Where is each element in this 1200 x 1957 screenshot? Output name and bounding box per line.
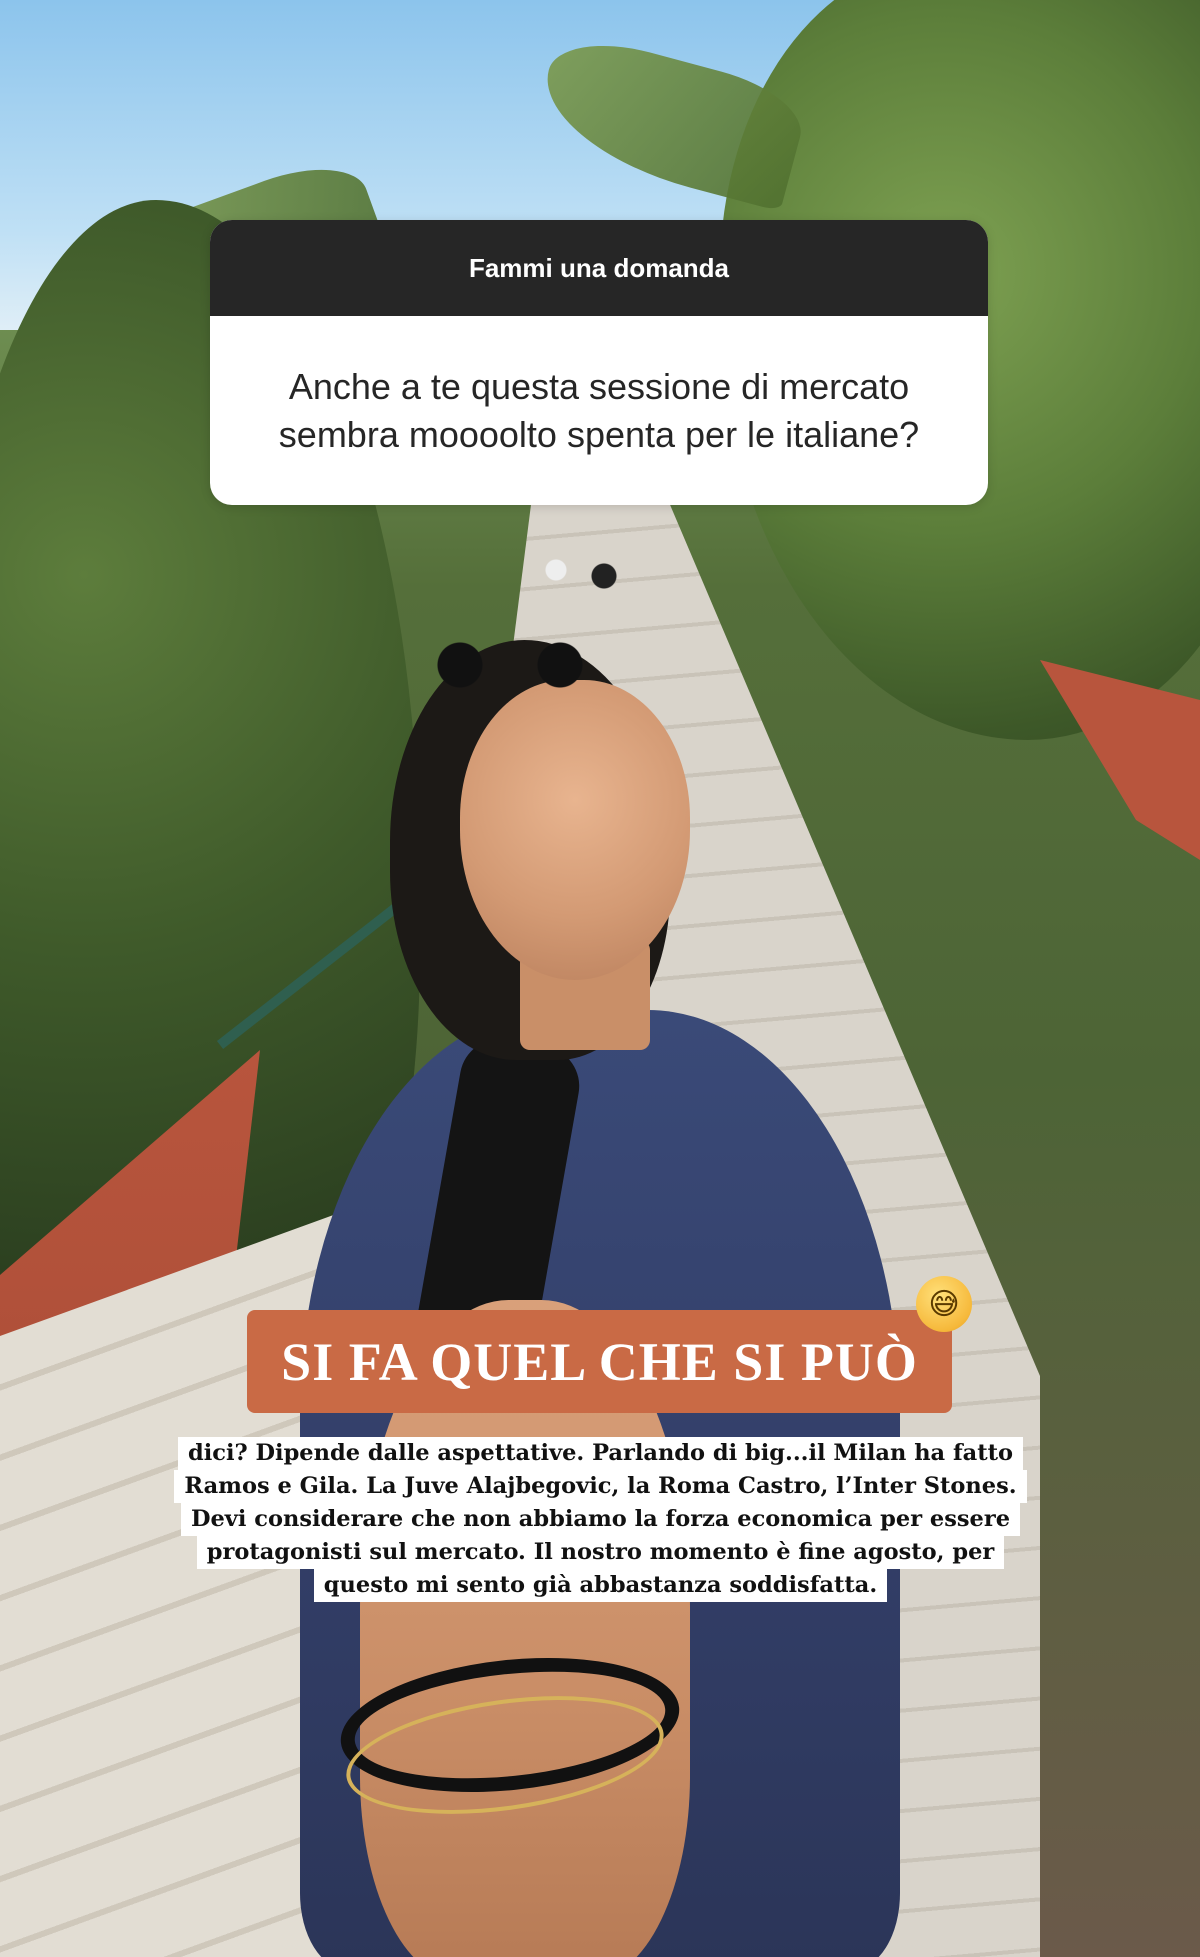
distant-people xyxy=(520,510,640,630)
answer-line: dici? Dipende dalle aspettative. Parlando di big...il Milan ha fatto xyxy=(178,1437,1023,1470)
question-text: Anche a te questa sessione di mercato sembra moooolto spenta per le italiane? xyxy=(278,365,920,455)
answer-line: Devi considerare che non abbiamo la forza economica per essere xyxy=(181,1503,1020,1536)
answer-line: Ramos e Gila. La Juve Alajbegovic, la Roma Castro, l’Inter Stones. xyxy=(174,1470,1026,1503)
red-wall-right xyxy=(1040,660,1200,860)
sweat-smile-emoji-icon: 😅 xyxy=(916,1276,972,1332)
answer-line: questo mi sento già abbastanza soddisfatta. xyxy=(314,1569,887,1602)
answer-line: protagonisti sul mercato. Il nostro momento è fine agosto, per xyxy=(197,1536,1005,1569)
person-face xyxy=(460,680,690,980)
question-sticker-header: Fammi una domanda xyxy=(210,220,988,316)
answer-text-block xyxy=(118,1437,1083,1602)
sunglasses xyxy=(410,640,610,690)
question-sticker[interactable] xyxy=(210,220,988,505)
answer-title-banner: SI FA QUEL CHE SI PUÒ xyxy=(247,1310,952,1413)
